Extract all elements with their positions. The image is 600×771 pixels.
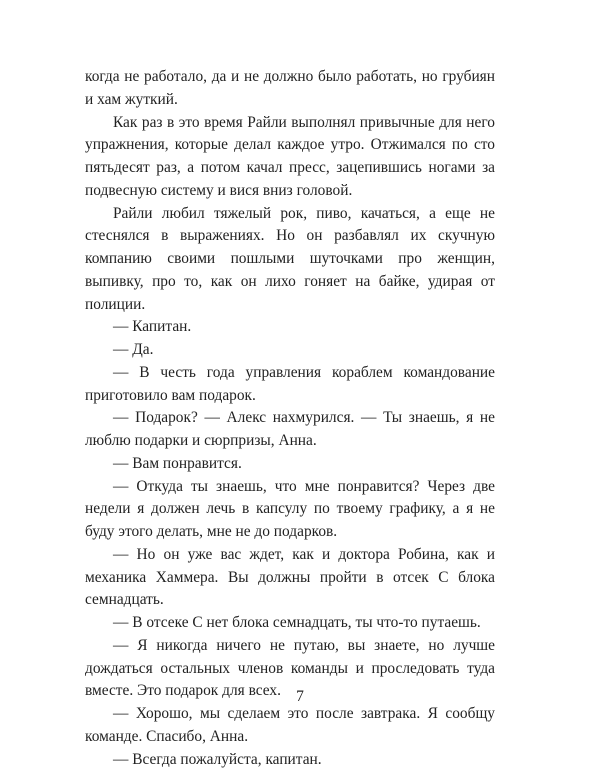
body-text — [85, 66, 495, 771]
dialogue-line: — Я никогда ничего не путаю, вы знаете, но лучше дождаться остальных членов команды и проследовать туда вместе. Это подарок для всех. — [85, 635, 495, 703]
dialogue-line: — Капитан. — [85, 316, 495, 339]
dialogue-line: — Всегда пожалуйста, капитан. — [85, 749, 495, 771]
paragraph-3: Райли любил тяжелый рок, пиво, качаться, а еще не стеснялся в выражениях. Но он разбавлял их скучную компанию своими пошлыми шуточками про женщин, выпивку, про то, как он лихо гоняет на байке, удирая от полиции. — [85, 203, 495, 317]
dialogue-line: — Вам понравится. — [85, 453, 495, 476]
dialogue-line: — В честь года управления кораблем командование приготовило вам подарок. — [85, 362, 495, 408]
dialogue-line: — Да. — [85, 339, 495, 362]
dialogue-line: — В отсеке С нет блока семнадцать, ты что-то путаешь. — [85, 612, 495, 635]
paragraph-2: Как раз в это время Райли выполнял привычные для него упражнения, которые делал каждое утро. Отжимался по сто пятьдесят раз, а потом качал пресс, зацепившись ногами за подвесную систему и вися вниз головой. — [85, 112, 495, 203]
dialogue-line: — Хорошо, мы сделаем это после завтрака. Я сообщу команде. Спасибо, Анна. — [85, 703, 495, 749]
dialogue-line: — Подарок? — Алекс нахмурился. — Ты знаешь, я не люблю подарки и сюрпризы, Анна. — [85, 407, 495, 453]
dialogue-line: — Откуда ты знаешь, что мне понравится? Через две недели я должен лечь в капсулу по твоему графику, а я не буду этого делать, мне не до подарков. — [85, 476, 495, 544]
paragraph-1: когда не работало, да и не должно было работать, но грубиян и хам жуткий. — [85, 66, 495, 112]
dialogue-line: — Но он уже вас ждет, как и доктора Робина, как и механика Хаммера. Вы должны пройти в отсек С блока семнадцать. — [85, 544, 495, 612]
page-number: 7 — [0, 687, 600, 707]
